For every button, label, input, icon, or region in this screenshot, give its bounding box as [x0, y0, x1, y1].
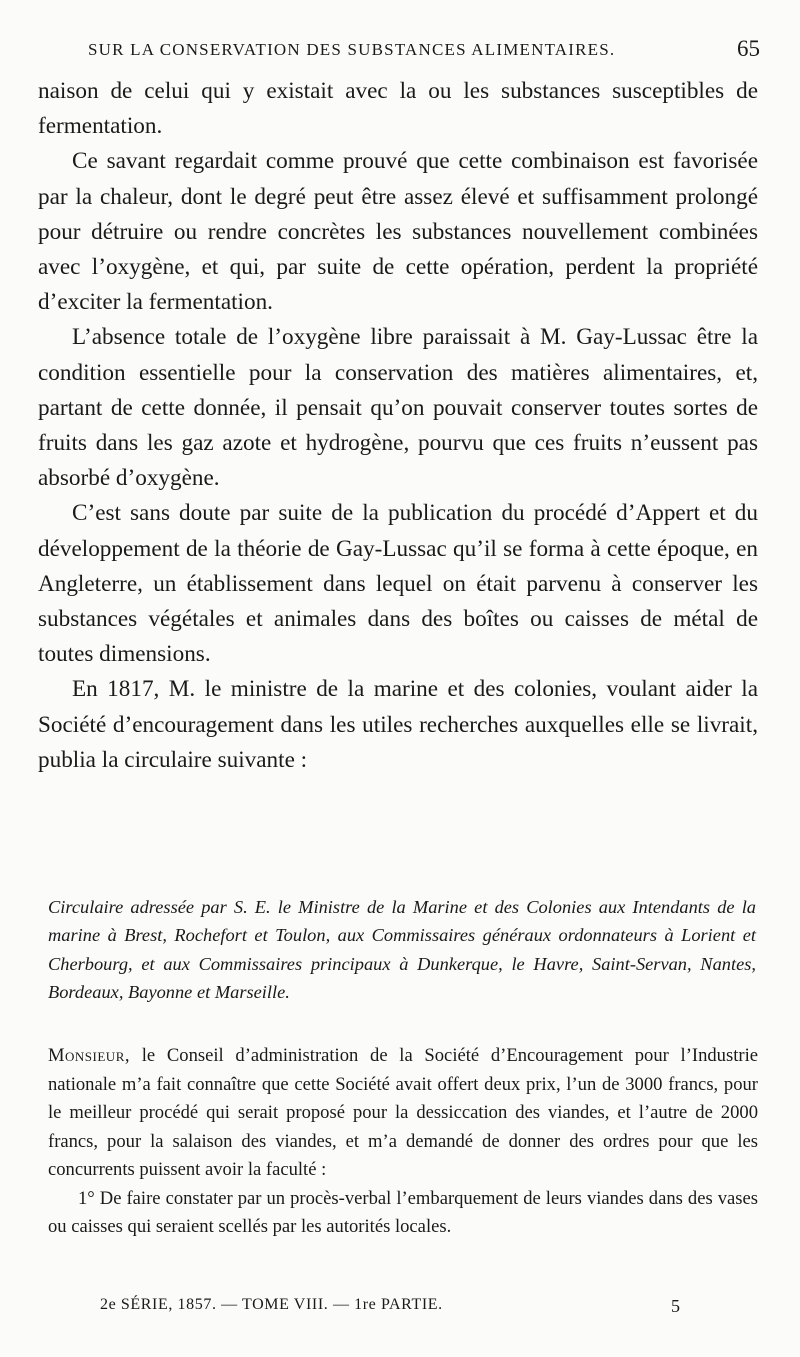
series-line: 2e SÉRIE, 1857. — TOME VIII. — 1re PARTIE.	[100, 1296, 443, 1313]
paragraph: Ce savant regardait comme prouvé que cette combinaison est favorisée par la chaleur, dont le degré peut être assez élevé et suffisamment prolongé pour détruire ou rendre concrètes les substances nouvellement combinées avec l’oxygène, et qui, par suite de cette opération, perdent la propriété d’exciter la fermentation.	[38, 148, 758, 316]
signature-mark: 5	[671, 1296, 680, 1316]
circular-heading: Circulaire adressée par S. E. le Ministre de la Marine et des Colonies aux Intendants de la marine à Brest, Rochefort et Toulon, aux Commissaires généraux ordonnateurs à Lorient et Cherbourg, et aux Commissaires principaux à Dunkerque, le Havre, Saint-Servan, Nantes, Bordeaux, Bayonne et Marseille.	[48, 897, 756, 1002]
paragraph: L’absence totale de l’oxygène libre paraissait à M. Gay-Lussac être la condition essentielle pour la conservation des matières alimentaires, et, partant de cette donnée, il pensait qu’on pouvait conserver toutes sortes de fruits dans les gaz azote et hydrogène, pourvu que ces fruits n’eussent pas absorbé d’oxygène.	[38, 324, 758, 492]
paragraph: En 1817, M. le ministre de la marine et des colonies, voulant aider la Société d’encouragement dans les utiles recherches auxquelles elle se livrait, publia la circulaire suivante :	[38, 676, 758, 773]
page-number: 65	[737, 36, 760, 61]
letter-salutation: Monsieur,	[48, 1045, 131, 1066]
running-title: SUR LA CONSERVATION DES SUBSTANCES ALIMENTAIRES.	[88, 40, 616, 59]
letter-paragraph-text: le Conseil d’administration de la Société d’Encouragement pour l’Industrie nationale m’a fait connaître que cette Société avait offert deux prix, l’un de 3000 francs, pour le meilleur procédé qui serait proposé pour la dessiccation des viandes, et l’autre de 2000 francs, pour la salaison des viandes, et m’a demandé de donner des ordres pour que les concurrents puissent avoir la faculté :	[48, 1045, 758, 1180]
letter-text	[48, 1042, 758, 1242]
paragraph: C’est sans doute par suite de la publication du procédé d’Appert et du développement de la théorie de Gay-Lussac qu’il se forma à cette époque, en Angleterre, un établissement dans lequel on était parvenu à conserver les substances végétales et animales dans des boîtes ou caisses de métal de toutes dimensions.	[38, 500, 758, 668]
body-text	[38, 74, 758, 778]
letter-paragraph: 1° De faire constater par un procès-verbal l’embarquement de leurs viandes dans des vases ou caisses qui seraient scellés par les autorités locales.	[48, 1187, 758, 1237]
page-footer	[100, 1296, 680, 1324]
paragraph-continuation: naison de celui qui y existait avec la ou les substances susceptibles de fermentation.	[38, 78, 758, 140]
letter-paragraph	[48, 1042, 758, 1185]
running-head	[88, 36, 760, 66]
